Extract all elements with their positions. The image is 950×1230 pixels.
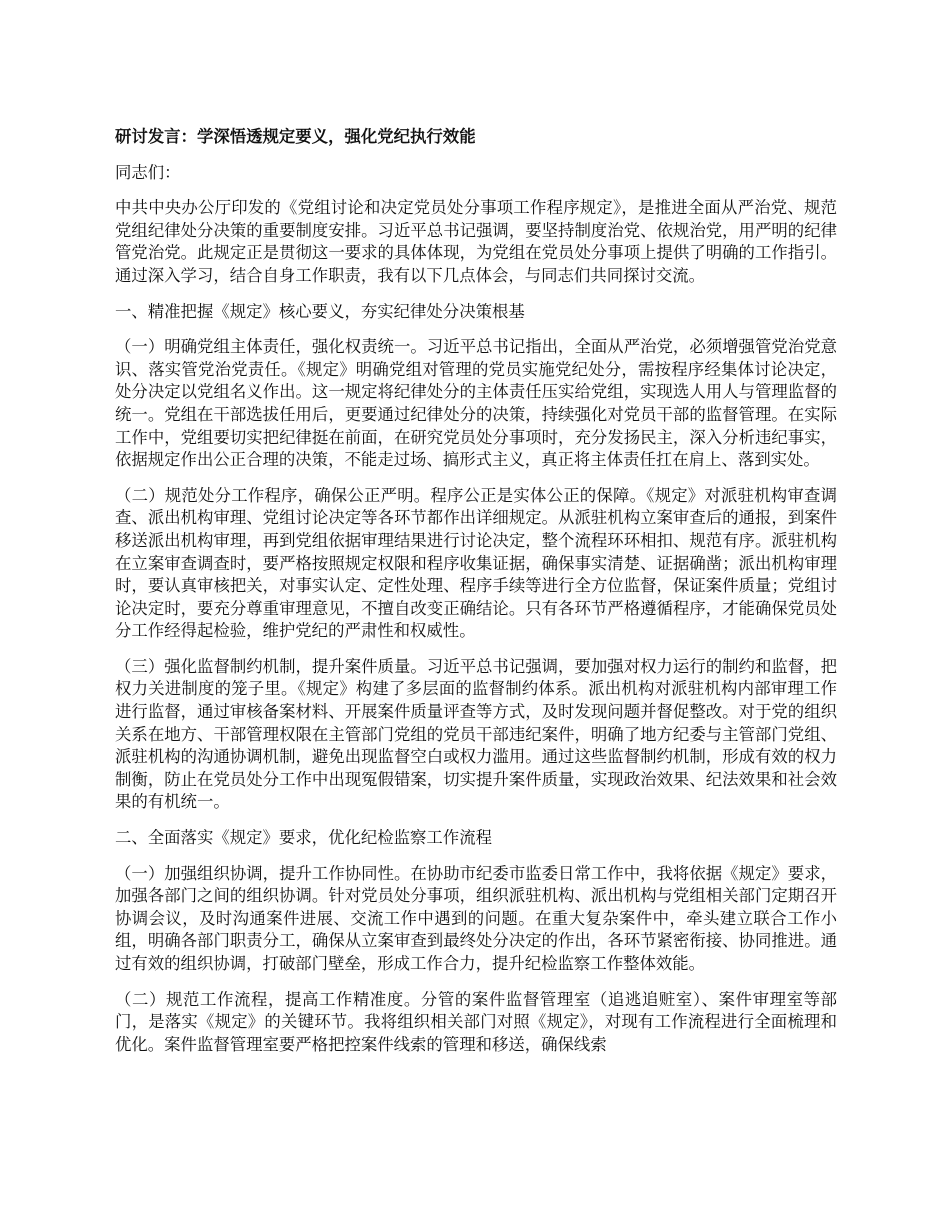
body-paragraph: （一）加强组织协调，提升工作协同性。在协助市纪委市监委日常工作中，我将依据《规定》要求，加强各部门之间的组织协调。针对党员处分事项，组织派驻机构、派出机构与党组相关部门定期召开协调会议，及时沟通案件进展、交流工作中遇到的问题。在重大复杂案件中，牵头建立联合工作小组，明确各部门职责分工，确保从立案审查到最终处分决定的作出，各环节紧密衔接、协同推进。通过有效的组织协调，打破部门壁垒，形成工作合力，提升纪检监察工作整体效能。: [115, 863, 837, 973]
section-heading: 一、精准把握《规定》核心要义，夯实纪律处分决策根基: [115, 301, 525, 321]
section-heading: 二、全面落实《规定》要求，优化纪检监察工作流程: [115, 828, 492, 848]
body-paragraph: （二）规范工作流程，提高工作精准度。分管的案件监督管理室（追逃追赃室）、案件审理室等部门，是落实《规定》的关键环节。我将组织相关部门对照《规定》，对现有工作流程进行全面梳理和优化。案件监督管理室要严格把控案件线索的管理和移送，确保线索: [115, 989, 837, 1054]
document-page: [115, 126, 837, 1069]
body-paragraph: （二）规范处分工作程序，确保公正严明。程序公正是实体公正的保障。《规定》对派驻机构审查调查、派出机构审理、党组讨论决定等各环节都作出详细规定。从派驻机构立案审查后的通报，到案件移送派出机构审理，再到党组依据审理结果进行讨论决定，整个流程环环相扣、规范有序。派驻机构在立案审查调查时，要严格按照规定权限和程序收集证据，确保事实清楚、证据确凿；派出机构审理时，要认真审核把关，对事实认定、定性处理、程序手续等进行全方位监督，保证案件质量；党组讨论决定时，要充分尊重审理意见，不擅自改变正确结论。只有各环节严格遵循程序，才能确保党员处分工作经得起检验，维护党纪的严肃性和权威性。: [115, 485, 837, 641]
intro-paragraph: 中共中央办公厅印发的《党组讨论和决定党员处分事项工作程序规定》，是推进全面从严治党、规范党组纪律处分决策的重要制度安排。习近平总书记强调，要坚持制度治党、依规治党，用严明的纪律管党治党。此规定正是贯彻这一要求的具体体现，为党组在党员处分事项上提供了明确的工作指引。通过深入学习，结合自身工作职责，我有以下几点体会，与同志们共同探讨交流。: [115, 198, 837, 285]
document-title: 研讨发言：学深悟透规定要义，强化党纪执行效能: [115, 127, 476, 146]
salutation: 同志们：: [115, 162, 181, 182]
body-paragraph: （一）明确党组主体责任，强化权责统一。习近平总书记指出，全面从严治党，必须增强管党治党意识、落实管党治党责任。《规定》明确党组对管理的党员实施党纪处分，需按程序经集体讨论决定，处分决定以党组名义作出。这一规定将纪律处分的主体责任压实给党组，实现选人用人与管理监督的统一。党组在干部选拔任用后，更要通过纪律处分的决策，持续强化对党员干部的监督管理。在实际工作中，党组要切实把纪律挺在前面，在研究党员处分事项时，充分发扬民主，深入分析违纪事实，依据规定作出公正合理的决策，不能走过场、搞形式主义，真正将主体责任扛在肩上、落到实处。: [115, 337, 837, 470]
body-paragraph: （三）强化监督制约机制，提升案件质量。习近平总书记强调，要加强对权力运行的制约和监督，把权力关进制度的笼子里。《规定》构建了多层面的监督制约体系。派出机构对派驻机构内部审理工作进行监督，通过审核备案材料、开展案件质量评查等方式，及时发现问题并督促整改。对于党的组织关系在地方、干部管理权限在主管部门党组的党员干部违纪案件，明确了地方纪委与主管部门党组、派驻机构的沟通协调机制，避免出现监督空白或权力滥用。通过这些监督制约机制，形成有效的权力制衡，防止在党员处分工作中出现冤假错案，切实提升案件质量，实现政治效果、纪法效果和社会效果的有机统一。: [115, 656, 837, 812]
